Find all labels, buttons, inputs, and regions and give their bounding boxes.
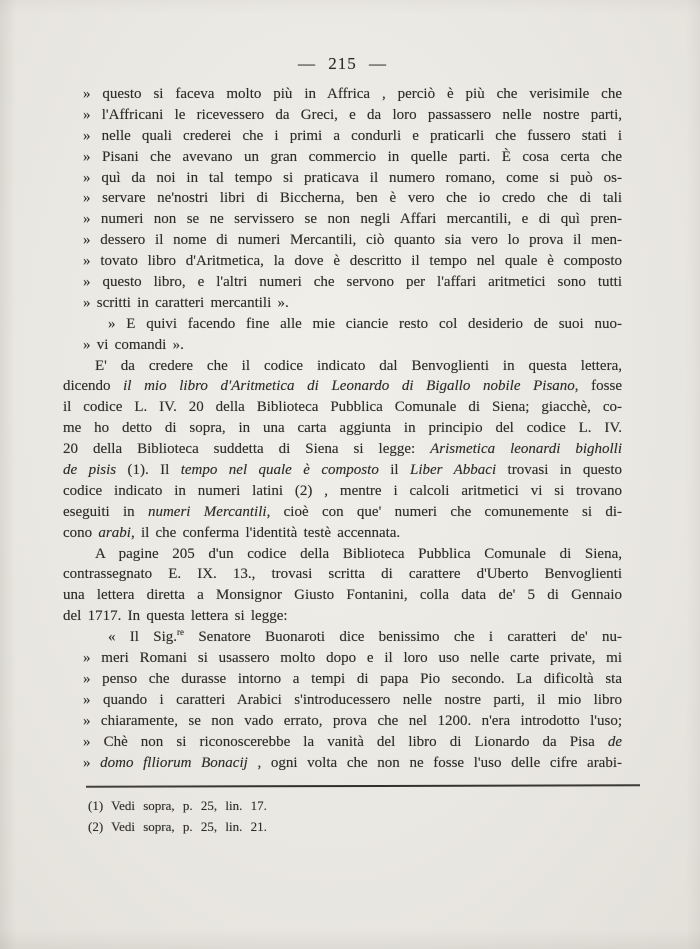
quoted-letter-part-2 (63, 627, 622, 773)
quoted-letter-part-1 (63, 84, 622, 314)
text-segment: (1). Il (116, 462, 181, 479)
text-segment: , il che conferma l'identità testè accennata. (130, 524, 401, 541)
italic-text-segment: de (607, 733, 622, 750)
text-segment: » Pisani che avevano un gran commercio in quelle parti. È cosa certa che (83, 148, 622, 165)
text-segment: A pagine 205 d'un codice della Biblioteca Pubblica Comunale di Siena, (95, 545, 622, 562)
italic-text-segment: de pisis (63, 462, 117, 479)
text-line (63, 502, 622, 523)
text-line (63, 272, 622, 293)
text-segment: » (83, 754, 101, 771)
page-number: — 215 — (298, 54, 387, 73)
text-segment: » questo libro, e l'altri numeri che servono per l'affari aritmetici sono tutti (83, 274, 622, 291)
text-segment: » Chè non si riconoscerebbe la vanità del libro di Lionardo da Pisa (83, 733, 608, 750)
text-line (63, 168, 622, 189)
text-line (63, 648, 622, 669)
text-line (63, 84, 622, 105)
text-segment: » chiaramente, se non vado errato, prova che nel 1200. n'era introdotto l'uso; (83, 712, 622, 729)
page-text (63, 84, 622, 773)
text-line (63, 439, 622, 460)
footnotes (88, 796, 508, 837)
paragraph-codice-identification (63, 356, 622, 544)
text-segment: » tovato libro d'Aritmetica, la dove è descritto il tempo nel quale è composto (83, 253, 622, 270)
text-segment: contrassegnato E. IX. 13., trovasi scritta di carattere d'Uberto Benvoglienti (63, 566, 622, 583)
text-segment: del 1717. In questa lettera si legge: (63, 608, 288, 625)
text-segment: » E quivi facendo fine alle mie ciancie resto col desiderio de suoi nuo- (108, 315, 622, 332)
text-line (63, 293, 622, 314)
text-line (63, 585, 622, 606)
italic-text-segment: il mio libro d'Aritmetica di Leonardo di Bigallo nobile Pisano (123, 378, 575, 395)
paragraph-lettera-fontanini (63, 544, 622, 628)
footnote: (2) Vedi sopra, p. 25, lin. 21. (88, 818, 267, 834)
text-line (63, 209, 622, 230)
text-line (63, 188, 622, 209)
italic-text-segment: Arismetica leonardi bigholli (430, 441, 622, 458)
text-segment: » quì da noi in tal tempo si praticava il numero romano, come si può os- (83, 169, 622, 186)
text-segment: » numeri non se ne servissero se non negli Affari mercantili, e di quì pren- (83, 211, 622, 228)
text-segment: « Il Sig. (108, 629, 178, 646)
text-segment: cono (63, 524, 99, 541)
text-line (63, 753, 622, 774)
text-segment: 20 della Biblioteca suddetta di Siena si legge: (63, 441, 431, 458)
text-line (63, 418, 622, 439)
text-line (63, 481, 622, 502)
text-line (63, 251, 622, 272)
text-line (63, 711, 622, 732)
italic-text-segment: arabi (98, 524, 131, 541)
text-segment: » scritti in caratteri mercantili ». (83, 294, 289, 311)
text-segment: » dessero il nome di numeri Mercantili, ciò quanto sia vero lo prova il men- (83, 232, 622, 249)
text-line (63, 460, 622, 481)
text-segment: me ho detto di sopra, in una carta aggiunta in principio del codice L. IV. (63, 420, 622, 437)
text-line (63, 230, 622, 251)
superscript-text-segment: re (177, 627, 185, 638)
text-line (63, 606, 622, 627)
text-line (63, 523, 622, 544)
text-line (63, 544, 622, 565)
text-line (63, 147, 622, 168)
text-line (63, 376, 622, 397)
footnote: (1) Vedi sopra, p. 25, lin. 17. (88, 798, 267, 813)
text-line (63, 564, 622, 585)
text-segment: il codice L. IV. 20 della Biblioteca Pubblica Comunale di Siena; giacchè, co- (63, 399, 622, 416)
text-line (63, 627, 622, 648)
text-segment: » quando i caratteri Arabici s'introducessero nelle nostre parti, il mio libro (83, 691, 622, 708)
text-segment: codice indicato in numeri latini (2) , mentre i calcoli aritmetici vi si trovano (63, 482, 622, 499)
italic-text-segment: domo flliorum Bonacij (100, 754, 248, 771)
text-segment: » vi comandi ». (83, 336, 184, 353)
text-segment: E' da credere che il codice indicato dal Benvoglienti in questa lettera, (95, 357, 622, 374)
text-segment: » servare ne'nostri libri di Biccherna, ben è vero che io credo che di tali (83, 190, 622, 207)
text-segment: , ogni volta che non ne fosse l'uso delle cifre arabi- (247, 754, 622, 771)
text-line (63, 732, 622, 753)
text-line (63, 126, 622, 147)
text-segment: il (378, 462, 410, 479)
text-line (63, 397, 622, 418)
text-line (63, 669, 622, 690)
italic-text-segment: tempo nel quale è composto (180, 462, 379, 479)
text-segment: » l'Affricani le ricevessero da Greci, e da loro passassero nelle nostre parti, (83, 106, 622, 123)
text-segment: » penso che durasse intorno a tempi di papa Pio secondo. La dificoltà sta (83, 670, 622, 687)
text-segment: » nelle quali crederei che i primi a condurli e praticarli che fussero stati i (83, 127, 622, 144)
text-segment: eseguiti in (63, 503, 148, 520)
text-line (63, 356, 622, 377)
text-segment: » questo si faceva molto più in Affrica , perciò è più che verisimile che (83, 86, 622, 102)
text-segment: Senatore Buonaroti dice benissimo che i caratteri de' nu- (184, 629, 622, 646)
text-segment: dicendo (63, 378, 124, 395)
text-line (63, 690, 622, 711)
text-line (63, 105, 622, 126)
italic-text-segment: numeri Mercantili (147, 503, 267, 520)
text-line (63, 335, 622, 356)
footnote-rule (86, 784, 640, 787)
text-segment: una lettera diretta a Monsignor Giusto Fontanini, colla data de' 5 di Gennaio (63, 587, 622, 604)
italic-text-segment: Liber Abbaci (409, 462, 497, 479)
text-line (63, 314, 622, 335)
text-segment: » meri Romani si usassero molto dopo e il loro uso nelle carte private, mi (83, 650, 622, 667)
quoted-letter-closing (63, 314, 622, 356)
text-segment: trovasi in questo (496, 462, 622, 479)
text-segment: , cioè con que' numeri che comunemente si di- (266, 503, 622, 520)
text-segment: , fosse (574, 378, 622, 395)
